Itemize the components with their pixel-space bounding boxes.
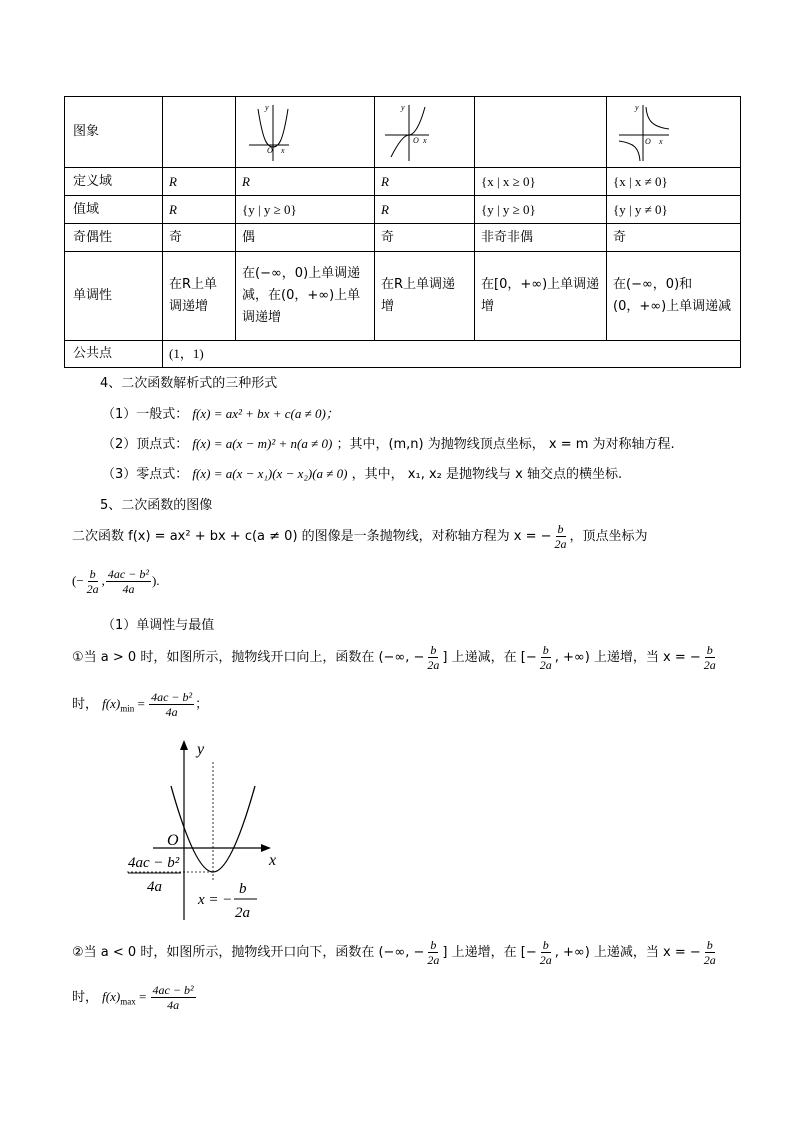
row-label: 值域 bbox=[65, 196, 163, 224]
svg-text:x: x bbox=[659, 137, 663, 146]
x-axis-arrow-icon bbox=[261, 844, 271, 852]
vertex-value-den: 4a bbox=[147, 879, 162, 895]
cubic-graph-icon bbox=[381, 101, 441, 163]
table-row-parity bbox=[65, 224, 741, 252]
table-cell: 在R上单调递增 bbox=[163, 252, 236, 341]
table-cell: R bbox=[375, 196, 475, 224]
table-cell: {y | y ≥ 0} bbox=[475, 196, 607, 224]
zero-form-formula: f(x) = a(x − x₁)(x − x₂)(a ≠ 0) bbox=[192, 466, 348, 481]
zero-form-label: （3）零点式： bbox=[102, 467, 189, 482]
axis-eq-label: x = − bbox=[198, 892, 233, 908]
fraction: $\frac{b}{2a}$ bbox=[539, 643, 552, 672]
upward-parabola-figure bbox=[125, 738, 285, 923]
axis-eq-num: b bbox=[239, 881, 247, 897]
row-label: 定义域 bbox=[65, 168, 163, 196]
table-cell: 在(−∞，0)上单调递减，在(0，+∞)上单调递增 bbox=[236, 252, 375, 341]
case-a-positive-min: 时， $f(x)_{min}$ = $\frac{\text{4ac − b²}}{4a}$ ； bbox=[72, 690, 209, 719]
svg-text:O: O bbox=[267, 146, 273, 155]
fraction: $\frac{\text{4ac − b²}}{4a}$ bbox=[151, 690, 193, 719]
x-label: x bbox=[269, 852, 277, 869]
y-axis-arrow-icon bbox=[180, 740, 188, 750]
svg-text:O: O bbox=[645, 137, 651, 146]
graph-cell-4 bbox=[475, 97, 607, 168]
subsection-monotonicity: （1）单调性与最值 bbox=[102, 618, 215, 633]
origin-label: O bbox=[167, 832, 179, 849]
vertex-form-formula: f(x) = a(x − m)² + n(a ≠ 0) bbox=[192, 436, 333, 451]
fraction: $\frac{\text{4ac − b²}}{4a}$ bbox=[152, 983, 194, 1012]
table-cell: 在(−∞，0)和(0，+∞)上单调递减 bbox=[607, 252, 741, 341]
table-row-domain bbox=[65, 168, 741, 196]
row-label: 公共点 bbox=[65, 341, 163, 368]
vertex-form-line bbox=[102, 433, 675, 452]
even-power-graph-icon bbox=[245, 101, 305, 163]
fraction: $\frac{b}{2a}$ bbox=[703, 938, 716, 967]
graph-cell-3 bbox=[375, 97, 475, 168]
fraction: $\frac{b}{2a}$ bbox=[554, 522, 567, 551]
vertex-form-note: ；其中，(m,n) 为抛物线顶点坐标， x = m 为对称轴方程. bbox=[336, 437, 675, 452]
svg-text:y: y bbox=[635, 103, 639, 112]
zero-form-line bbox=[102, 463, 622, 482]
svg-text:x: x bbox=[423, 136, 427, 145]
table-cell: {y | y ≠ 0} bbox=[607, 196, 741, 224]
row-label: 图象 bbox=[65, 97, 163, 168]
general-form-line bbox=[102, 403, 339, 422]
table-cell: {y | y ≥ 0} bbox=[236, 196, 375, 224]
parabola-intro: 二次函数 f(x) = ax² + bx + c(a ≠ 0) 的图像是一条抛物线，对称轴方程为 x = − $\frac{b}{2a}$ ，顶点坐标为 bbox=[72, 522, 648, 551]
graph-cell-2 bbox=[236, 97, 375, 168]
fraction: $\frac{b}{2a}$ bbox=[703, 643, 716, 672]
fraction: $\frac{b}{2a}$ bbox=[427, 938, 440, 967]
graph-cell-5 bbox=[607, 97, 741, 168]
vertex-form-label: （2）顶点式： bbox=[102, 437, 189, 452]
table-row-graph bbox=[65, 97, 741, 168]
case-a-negative: ②当 a < 0 时，如图所示，抛物线开口向下，函数在 (−∞, − $\frac{b}{2a}$ ] 上递增，在 [− $\frac{b}{2a}$ , +∞) 上递减，当 x = − $\frac{b}{2a}$ bbox=[72, 938, 716, 967]
svg-text:y: y bbox=[265, 103, 269, 112]
table-cell: 在R上单调递增 bbox=[375, 252, 475, 341]
section-5-title: 5、二次函数的图像 bbox=[100, 498, 213, 513]
fraction: $\frac{b}{2a}$ bbox=[86, 567, 99, 596]
reciprocal-graph-icon bbox=[613, 101, 683, 163]
table-cell: 奇 bbox=[163, 224, 236, 252]
table-cell: R bbox=[163, 168, 236, 196]
axis-eq-den: 2a bbox=[235, 905, 250, 921]
y-label: y bbox=[197, 741, 205, 758]
graph-cell-1 bbox=[163, 97, 236, 168]
table-cell: {x | x ≥ 0} bbox=[475, 168, 607, 196]
general-form-label: （1）一般式： bbox=[102, 407, 189, 422]
zero-form-note: ，其中， x₁, x₂ 是抛物线与 x 轴交点的横坐标. bbox=[351, 467, 623, 482]
table-row-range bbox=[65, 196, 741, 224]
case-a-positive: ①当 a > 0 时，如图所示，抛物线开口向上，函数在 (−∞, − $\frac{b}{2a}$ ] 上递减，在 [− $\frac{b}{2a}$ , +∞) 上递增，当 x = − $\frac{b}{2a}$ bbox=[72, 643, 716, 672]
table-cell: 在[0，+∞)上单调递增 bbox=[475, 252, 607, 341]
table-cell: 奇 bbox=[607, 224, 741, 252]
function-properties-table bbox=[64, 96, 741, 368]
table-cell: R bbox=[236, 168, 375, 196]
fraction: $\frac{\text{4ac − b²}}{4a}$ bbox=[107, 567, 149, 596]
vertex-value-num: 4ac − b² bbox=[128, 855, 180, 871]
svg-text:y: y bbox=[401, 103, 405, 112]
case-a-negative-max: 时， $f(x)_{max}$ = $\frac{\text{4ac − b²}}{4a}$ bbox=[72, 983, 194, 1012]
fraction: $\frac{b}{2a}$ bbox=[539, 938, 552, 967]
svg-text:x: x bbox=[281, 146, 285, 155]
vertex-coordinates: (− $\frac{b}{2a}$ , $\frac{\text{4ac − b²}}{4a}$ ). bbox=[72, 567, 160, 596]
table-row-monotonicity bbox=[65, 252, 741, 341]
table-cell: {x | x ≠ 0} bbox=[607, 168, 741, 196]
table-cell: R bbox=[163, 196, 236, 224]
table-cell: 非奇非偶 bbox=[475, 224, 607, 252]
row-label: 单调性 bbox=[65, 252, 163, 341]
table-cell: 奇 bbox=[375, 224, 475, 252]
row-label: 奇偶性 bbox=[65, 224, 163, 252]
table-cell: (1，1) bbox=[163, 341, 741, 368]
table-cell: 偶 bbox=[236, 224, 375, 252]
fraction: $\frac{b}{2a}$ bbox=[427, 643, 440, 672]
table-row-common-point bbox=[65, 341, 741, 368]
table-cell: R bbox=[375, 168, 475, 196]
section-4-title: 4、二次函数解析式的三种形式 bbox=[100, 376, 278, 391]
svg-text:O: O bbox=[413, 136, 419, 145]
general-form-formula: f(x) = ax² + bx + c(a ≠ 0)； bbox=[192, 406, 339, 421]
